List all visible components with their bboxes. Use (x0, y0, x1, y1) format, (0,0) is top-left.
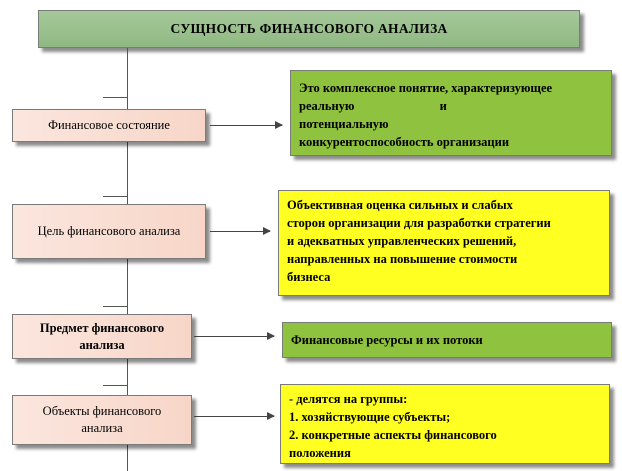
description-line: - делятся на группы: (289, 392, 408, 406)
label-text: Предмет финансового анализа (39, 320, 165, 352)
label-analysis-goal (12, 204, 206, 259)
justified-text: реальную и потенциальную (299, 99, 447, 131)
connector-tick (103, 306, 127, 307)
label-text: Цель финансового анализа (37, 224, 181, 238)
label-analysis-subject (12, 314, 192, 359)
arrow-row-3 (194, 336, 274, 337)
description-line: положения (289, 446, 351, 460)
description-line: направленных на повышение стоимости (287, 252, 518, 266)
description-line: 1. хозяйствующие субъекты; (289, 410, 451, 424)
description-line: Объективная оценка сильных и слабых (287, 198, 513, 212)
description-line: бизнеса (287, 270, 331, 284)
description-line: и адекватных управленческих решений, (287, 234, 517, 248)
description-line: конкурентоспособность организации (299, 135, 510, 149)
description-financial-state (290, 70, 612, 156)
connector-tick (103, 385, 127, 386)
description-line: Финансовые ресурсы и их потоки (291, 333, 483, 347)
arrow-row-2 (210, 231, 270, 232)
label-analysis-objects (12, 395, 192, 445)
label-text: Финансовое состояние (48, 118, 170, 132)
connector-tick (103, 97, 127, 98)
diagram-title: СУЩНОСТЬ ФИНАНСОВОГО АНАЛИЗА (38, 10, 580, 48)
description-analysis-subject (282, 322, 612, 358)
connector-tick (103, 196, 127, 197)
label-financial-state (12, 109, 206, 142)
description-line-justified (299, 97, 603, 133)
description-line: 2. конкретные аспекты финансового (289, 428, 497, 442)
description-analysis-objects (280, 384, 610, 464)
label-text: Объекты финансового анализа (42, 404, 162, 435)
description-analysis-goal (278, 190, 610, 296)
arrow-row-1 (210, 125, 282, 126)
arrow-row-4 (194, 416, 274, 417)
description-line: сторон организации для разработки стратегии (287, 216, 551, 230)
description-line: Это комплексное понятие, характеризующее (299, 81, 553, 95)
